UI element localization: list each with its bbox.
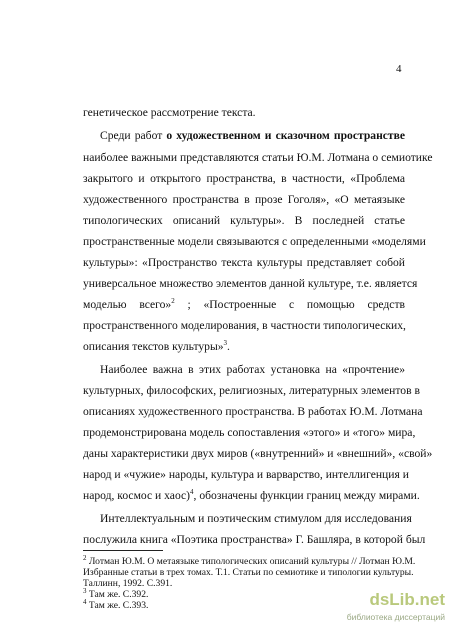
text-line: пространственного моделирования, в частности типологических, <box>83 319 406 332</box>
footnote-mark: 3 <box>83 586 87 595</box>
text-line: даны характеристики двух миров («внутренний» и «внешний», «свой» <box>83 447 433 460</box>
footnote-ref: 4 <box>190 488 194 497</box>
footnote-text-line: Избранные статьи в трех томах. Т.1. Статьи по семиотике и типологии культуры. <box>83 567 414 578</box>
text-line <box>83 488 420 503</box>
text-line: наиболее важными представляются статьи Ю.М. Лотмана о семиотике <box>83 151 433 164</box>
text-line: послужила книга «Поэтика пространства» Г. Башляра, в которой был <box>83 533 426 546</box>
watermark-tagline: библиотека диссертаций <box>346 612 445 622</box>
footnote-ref: 2 <box>171 297 175 306</box>
footnote-2 <box>83 553 416 568</box>
paragraph-start-line: Наиболее важна в этих работах установка на «прочтение» <box>100 363 405 376</box>
text-line: народ и «чужие» народы, культура и варварство, интеллигенция и <box>83 468 409 481</box>
text-line <box>83 298 405 312</box>
text-line: закрытого и открытого пространства, в частности, «Проблема <box>83 172 405 185</box>
text-run: описания текстов культуры» <box>83 340 224 353</box>
footnote-mark: 2 <box>83 553 87 562</box>
text-line: культурных, философских, религиозных, литературных элементов в <box>83 384 420 397</box>
text-line: типологических описаний культуры». В последней статье <box>83 214 405 227</box>
text-line: художественного пространства в прозе Гоголя», «О метаязыке <box>83 193 405 206</box>
text-line <box>83 340 405 354</box>
text-line: пространственные модели связываются с определенными «моделями <box>83 235 426 248</box>
text-run: Среди работ <box>100 129 167 142</box>
footnote-mark: 4 <box>83 597 87 606</box>
text-line: культуры»: «Пространство текста культуры представляет собой <box>83 256 405 269</box>
text-run: ; «Построенные с помощью средств <box>187 298 405 311</box>
text-line: универсальное множество элементов данной культуре, т.е. является <box>83 277 418 290</box>
footnote-text: Там же. С.393. <box>88 600 149 611</box>
paragraph-start-line: Интеллектуальным и поэтическим стимулом для исследования <box>100 512 412 525</box>
footnote-text: Лотман Ю.М. О метаязыке типологических описаний культуры // Лотман Ю.М. <box>88 556 416 567</box>
footnote-text-line: Таллинн, 1992. С.391. <box>83 578 173 589</box>
footnote-divider <box>83 550 163 551</box>
footnote-text: Там же. С.392. <box>88 589 149 600</box>
text-line: описаниях художественного пространства. В работах Ю.М. Лотмана <box>83 405 423 418</box>
text-run: . <box>227 340 230 353</box>
watermark <box>346 590 447 630</box>
text-line: продемонстрирована модель сопоставления «этого» и «того» мира, <box>83 426 416 439</box>
text-run: народ, космос и хаос) <box>83 489 191 502</box>
paragraph-start-line <box>100 129 405 143</box>
footnote-ref: 3 <box>223 339 228 348</box>
bold-phrase: о художественном и сказочном пространстве <box>166 129 405 142</box>
page-number: 4 <box>396 63 402 75</box>
text-run: моделью всего» <box>83 298 172 311</box>
watermark-logo: dsLib.net <box>369 590 445 609</box>
text-run: , обозначены функции границ между мирами. <box>193 489 420 502</box>
text-line: генетическое рассмотрение текста. <box>83 106 256 119</box>
